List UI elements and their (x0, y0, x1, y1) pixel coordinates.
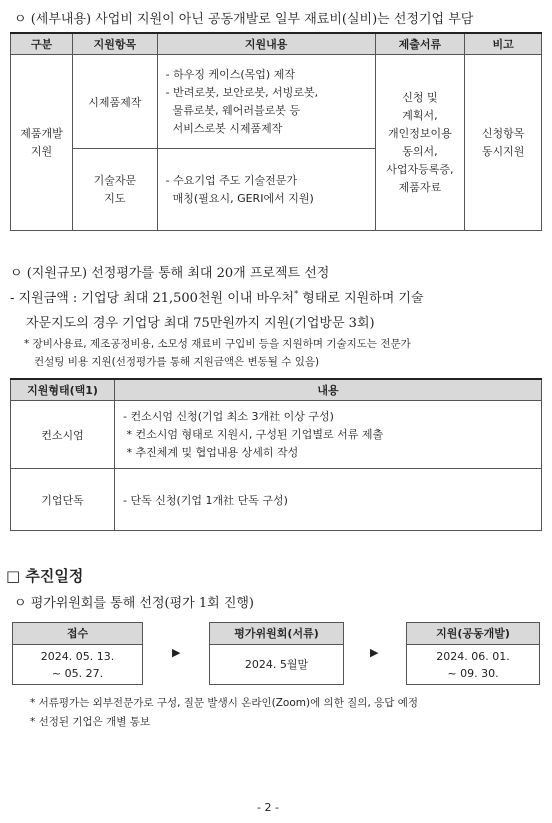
schedule-step-support (406, 622, 540, 685)
table1-documents-cell: 신청 및 계획서, 개인정보이용 동의서, 사업자등록증, 제품자료 (375, 55, 465, 231)
scale-footnote1: * 장비사용료, 제조공정비용, 소모성 재료비 구입비 등을 지원하며 기술지도는 전문가 (24, 338, 411, 350)
table2-content-consortium: - 컨소시엄 신청(기업 최소 3개社 이상 구성) * 컨소시엄 형태로 지원시, 구성된 기업별로 서류 제출 * 추진체계 및 협업내용 상세히 작성 (115, 401, 542, 469)
schedule-title: □ 추진일정 (6, 567, 84, 585)
schedule-arrow-1: ▶ (172, 646, 181, 659)
schedule-step-receipt-value: 2024. 05. 13. ~ 05. 27. (40, 650, 115, 680)
schedule-step-receipt-title: 접수 (13, 623, 142, 645)
schedule-arrow-2: ▶ (370, 646, 379, 659)
table2-type-consortium: 컨소시엄 (11, 401, 115, 469)
table1-header-note: 비고 (465, 33, 542, 55)
schedule-step-review-value: 2024. 5월말 (244, 658, 309, 671)
schedule-step-review-title: 평가위원회(서류) (210, 623, 343, 645)
intro-line: ㅇ (세부내용) 사업비 지원이 아닌 공동개발로 일부 재료비(실비)는 선정기업 부담 (14, 12, 474, 27)
table1-header-category: 구분 (11, 33, 73, 55)
table1-category-cell: 제품개발 지원 (11, 55, 73, 231)
table1-header-content: 지원내용 (157, 33, 375, 55)
table1-item-consulting: 기술자문 지도 (73, 149, 158, 231)
scale-line3: 자문지도의 경우 기업당 최대 75만원까지 지원(기업방문 3회) (26, 316, 375, 331)
page-number: - 2 - (257, 801, 279, 814)
table1-note-cell: 신청항목 동시지원 (465, 55, 542, 231)
table2-header-content: 내용 (115, 379, 542, 401)
table1-item-prototype: 시제품제작 (73, 55, 158, 149)
support-table (10, 32, 542, 231)
schedule-note2: * 선정된 기업은 개별 통보 (30, 716, 151, 728)
table1-content-consulting: - 수요기업 주도 기술전문가 매칭(필요시, GERI에서 지원) (157, 149, 375, 231)
table2-content-single: - 단독 신청(기업 1개社 단독 구성) (115, 469, 542, 531)
schedule-step-review (209, 622, 344, 685)
schedule-note1: * 서류평가는 외부전문가로 구성, 질문 발생시 온라인(Zoom)에 의한 질의, 응답 예정 (30, 697, 419, 709)
scale-line1: ㅇ (지원규모) 선정평가를 통해 최대 20개 프로젝트 선정 (10, 266, 330, 281)
schedule-step-support-title: 지원(공동개발) (407, 623, 539, 645)
scale-footnote2: 컨설팅 비용 지원(선정평가를 통해 지원금액은 변동될 수 있음) (34, 356, 320, 368)
scale-line2b: 형태로 지원하며 기술 (298, 291, 424, 306)
scale-line2 (10, 287, 424, 306)
table1-content-prototype: - 하우징 케이스(목업) 제작 - 반려로봇, 보안로봇, 서빙로봇, 물류로봇, 웨어러블로봇 등 서비스로봇 시제품제작 (157, 55, 375, 149)
schedule-subtitle: ㅇ 평가위원회를 통해 선정(평가 1회 진행) (14, 596, 255, 611)
schedule-step-support-value: 2024. 06. 01. ~ 09. 30. (436, 650, 510, 680)
table1-header-item: 지원항목 (73, 33, 158, 55)
table2-header-type: 지원형태(택1) (11, 379, 115, 401)
table1-header-documents: 제출서류 (375, 33, 465, 55)
schedule-step-receipt (12, 622, 143, 685)
scale-line2a: - 지원금액 : 기업당 최대 21,500천원 이내 바우처 (10, 291, 295, 306)
support-type-table (10, 378, 542, 531)
table2-type-single: 기업단독 (11, 469, 115, 531)
scale-line2-sup: * (294, 289, 299, 299)
